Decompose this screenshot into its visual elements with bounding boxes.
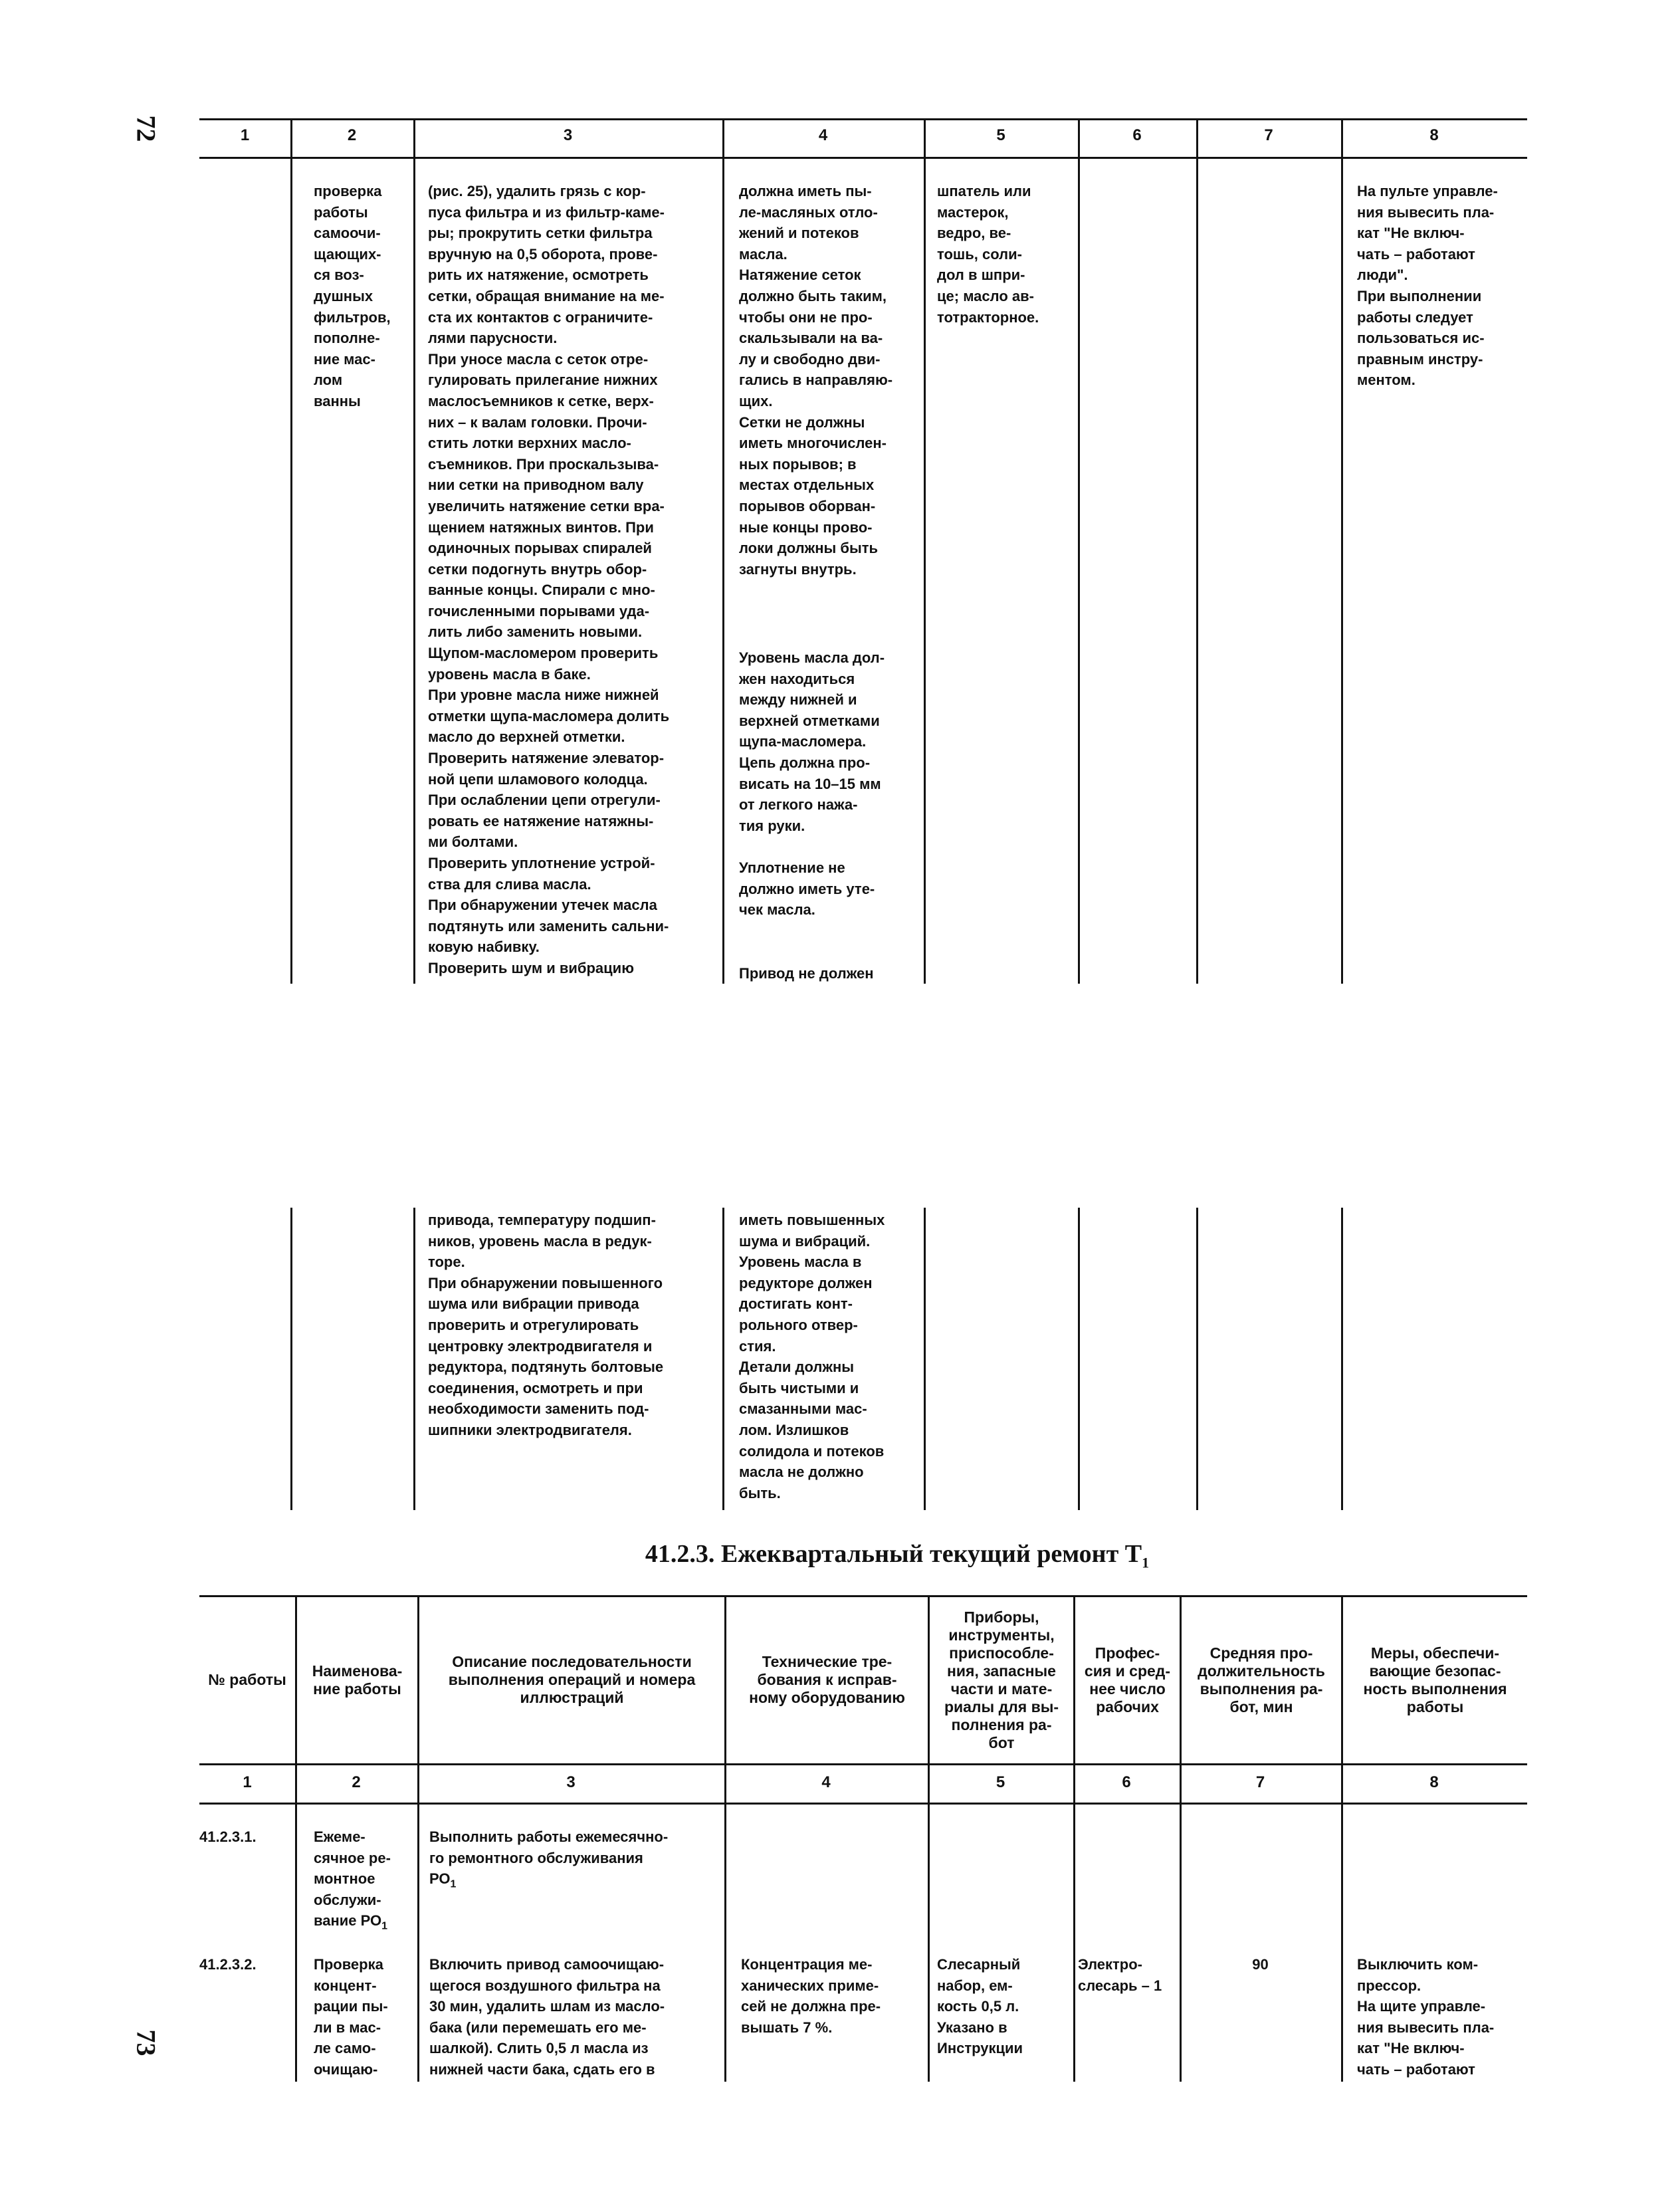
technical-requirements-cell: Уплотнение не должно иметь уте- чек масла. [739,859,875,919]
col-divider [1196,118,1198,984]
col-number-3: 3 [566,1773,576,1791]
col-divider [722,118,724,984]
col-divider [1341,118,1343,984]
col-number-7: 7 [1255,1773,1265,1791]
header-duration: Средняя про- должительность выполнения ра- бот, мин [1198,1644,1325,1715]
operation-description-cell: привода, температуру подшип- ников, уровень масла в редук- торе. При обнаружении повышенного шума или вибрации привода проверить и отрегулировать центровку электродвигателя и редуктора, подтянуть болтовые соединения, осмотреть и при необходимости заменить под- шипники электродвигателя. [428,1212,664,1438]
header-profession: Профес- сия и сред- нее число рабочих [1084,1644,1171,1715]
work-name-cell: Ежеме- сячное ре- монтное обслужи- вание $РО_1$ [314,1828,391,1932]
col-divider [1341,1208,1343,1510]
technical-requirements-cell: иметь повышенных шума и вибраций. Уровень масла в редукторе должен достигать конт- рольного отвер- стия. Детали должны быть чистыми и смазанными мас- лом. Излишков солидола и потеков масла не должно быть. [739,1212,885,1501]
work-number-cell: 41.2.3.2. [199,1956,257,1973]
tools-cell: шпатель или мастерок, ведро, ве- тошь, соли- дол в шпри- це; масло ав- тотракторное. [937,183,1039,326]
safety-measures-cell: На пульте управле- ния вывесить пла- кат "Не включ- чать – работают люди". При выполнении работы следует пользоваться ис- правным инстру- ментом. [1357,183,1498,389]
col-divider [722,1208,724,1510]
col-number-2: 2 [352,1773,361,1791]
page-number-top: 72 [131,115,161,142]
work-number-cell: 41.2.3.1. [199,1828,257,1845]
col-number-8: 8 [1429,126,1439,144]
work-name-cell: Проверка концент- рации пы- ли в мас- ле само- очищаю- [314,1956,388,2078]
col-number-2: 2 [347,126,357,144]
work-name-cell: проверка работы самоочи- щающих- ся воз- душных фильтров, пополне- ние мас- лом ванны [314,183,391,409]
col-number-5: 5 [996,126,1005,144]
safety-measures-cell: Выключить ком- прессор. На щите управле- ния вывесить пла- кат "Не включ- чать – работают [1357,1956,1495,2078]
col-divider [924,118,926,984]
technical-requirements-cell: должна иметь пы- ле-масляных отло- жений и потеков масла. Натяжение сеток должно быть таким, чтобы они не про- скальзывали на ва- лу и свободно дви- гались в направляю- щих. Сетки не должны иметь многочислен- ных порывов; в местах отдельных порывов оборван- ные концы прово- локи должны быть загнуты внутрь. [739,183,893,578]
header-work-name: Наименова- ние работы [312,1662,403,1698]
header-description: Описание последовательности выполнения операций и номера иллюстраций [448,1653,696,1706]
table-top-rule [199,118,1527,120]
col-number-5: 5 [996,1773,1005,1791]
col-number-6: 6 [1132,126,1142,144]
technical-requirements-cell: Концентрация ме- ханических приме- сей не должна пре- вышать 7 %. [741,1956,881,2036]
col-divider [413,1208,415,1510]
profession-cell: Электро- слесарь – 1 [1078,1956,1162,1994]
col-number-rule [199,1803,1527,1805]
header-requirements: Технические тре- бования к исправ- ному оборудованию [749,1653,905,1706]
header-tools: Приборы, инструменты, приспособле- ния, запасные части и мате- риалы для вы- полнения ра- бот [944,1608,1059,1751]
col-divider [1078,1208,1080,1510]
table-header-rule [199,157,1527,159]
operation-description-cell: (рис. 25), удалить грязь с кор- пуса фильтра и из фильтр-каме- ры; прокрутить сетки фильтра вручную на 0,5 оборота, прове- рить их натяжение, осмотреть сетки, обращая внимание на ме- ста их контактов с ограничите- лями парусности. При уносе масла с сеток отре- гулировать прилегание нижних маслосъемников к сетке, верх- них – к валам головки. Прочи- стить лотки верхних масло- съемников. При проскальзыва- нии сетки на приводном валу увеличить натяжение сетки вра- щением натяжных винтов. При одиночных порывах спиралей сетки подогнуть внутрь обор- ванные концы. Спирали с мно- гочисленными порывами уда- лить либо заменить новыми. Щупом-масломером проверить уровень масла в баке. При уровне масла ниже нижней отметки щупа-масломера долить масло до верхней отметки. Проверить натяжение элеватор- ной цепи шламового колодца. При ослаблении цепи отрегули- ровать ее натяжение натяжны- ми болтами. Проверить уплотнение устрой- ства для слива масла. При обнаружении утечек масла подтянуть или заменить сальни- ковую набивку. Проверить шум и вибрацию [428,183,670,976]
col-number-6: 6 [1122,1773,1131,1791]
page-number-bottom: 73 [131,2029,161,2056]
col-divider [413,118,415,984]
col-number-8: 8 [1429,1773,1439,1791]
operation-description-cell: Включить привод самоочищаю- щегося воздушного фильтра на 30 мин, удалить шлам из масло- бака (или перемешать его ме- шалкой). Слить 0,5 л масла из нижней части бака, сдать его в [429,1956,665,2078]
col-number-1: 1 [240,126,250,144]
duration-cell: 90 [1252,1956,1269,1973]
header-bottom-rule [199,1763,1527,1765]
col-number-3: 3 [563,126,573,144]
section-title: 41.2.3. Ежеквартальный текущий ремонт $Т_1$ [645,1540,1150,1571]
header-work-number: № работы [208,1671,286,1688]
col-divider [924,1208,926,1510]
col-number-1: 1 [243,1773,252,1791]
table-top-rule [199,1595,1527,1597]
col-divider [1196,1208,1198,1510]
col-divider [290,1208,292,1510]
tools-cell: Слесарный набор, ем- кость 0,5 л. Указано в Инструкции [937,1956,1023,2057]
operation-description-cell: Выполнить работы ежемесячно- го ремонтного обслуживания $РО_1$ [429,1828,669,1890]
header-safety: Меры, обеспечи- вающие безопас- ность выполнения работы [1363,1644,1507,1715]
technical-requirements-cell: Привод не должен [739,965,874,982]
technical-requirements-cell: Уровень масла дол- жен находиться между нижней и верхней отметками щупа-масломера. Цепь должна про- висать на 10–15 мм от легкого нажа- тия руки. [739,649,885,834]
col-divider [1078,118,1080,984]
col-number-4: 4 [821,1773,831,1791]
col-number-7: 7 [1264,126,1273,144]
col-divider [290,118,292,984]
col-number-4: 4 [818,126,828,144]
